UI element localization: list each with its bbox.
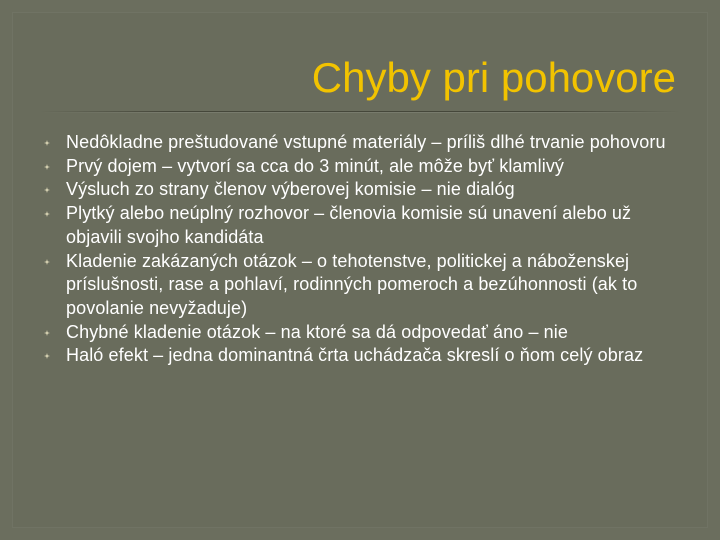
bullet-item (44, 344, 684, 368)
bullet-item (44, 202, 684, 249)
bullet-item (44, 321, 684, 345)
bullet-list (44, 131, 684, 368)
bullet-item (44, 131, 684, 155)
bullet-item (44, 155, 684, 179)
slide-title: Chyby pri pohovore (311, 54, 676, 101)
bullet-text: Výsluch zo strany členov výberovej komisie – nie dialóg (66, 179, 515, 200)
four-point-star-icon (44, 259, 50, 265)
four-point-star-icon (44, 330, 50, 336)
title-divider-highlight (40, 112, 680, 113)
four-point-star-icon (44, 211, 50, 217)
bullet-text: Kladenie zakázaných otázok – o tehotenstve, politickej a náboženskej príslušnosti, rase a pohlaví, rodinných pomeroch a bezúhonnosti (ak to povolanie nevyžaduje) (66, 250, 638, 318)
bullet-text: Nedôkladne preštudované vstupné materiály – príliš dlhé trvanie pohovoru (66, 132, 666, 152)
bullet-item (44, 250, 684, 321)
four-point-star-icon (44, 140, 50, 146)
bullet-text: Chybné kladenie otázok – na ktoré sa dá odpovedať áno – nie (66, 321, 569, 342)
bullet-item (44, 178, 684, 202)
bullet-text: Haló efekt – jedna dominantná črta uchádzača skreslí o ňom celý obraz (66, 345, 644, 366)
four-point-star-icon (44, 187, 50, 193)
four-point-star-icon (44, 353, 50, 359)
bullet-text: Prvý dojem – vytvorí sa cca do 3 minút, ale môže byť klamlivý (66, 155, 565, 176)
bullet-text: Plytký alebo neúplný rozhovor – členovia komisie sú unavení alebo už objavili svojho kandidáta (66, 203, 632, 247)
four-point-star-icon (44, 164, 50, 170)
